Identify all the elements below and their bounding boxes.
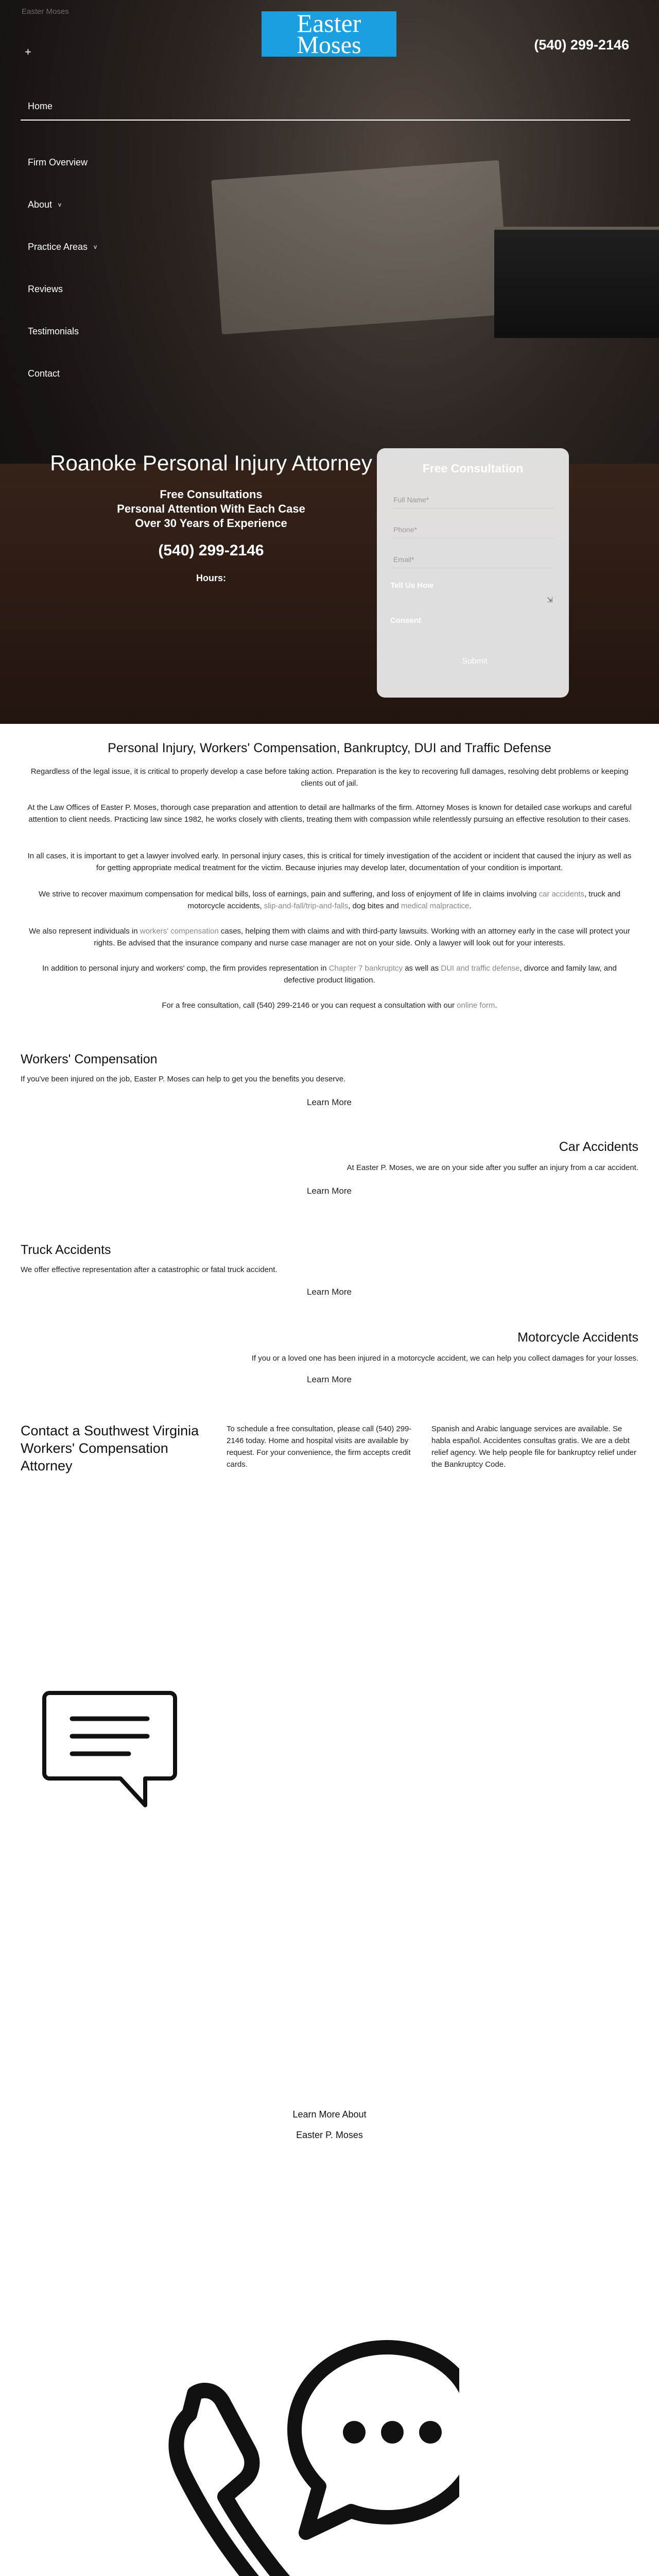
practice-area-desc-workers-comp: If you've been injured on the job, Easter P. Moses can help to get you the benefits you deserve. <box>21 1075 346 1083</box>
learn-more-motorcycle-accidents-link[interactable]: Learn More <box>307 1375 352 1384</box>
hero-sub-3: Over 30 Years of Experience <box>135 517 287 530</box>
phone-field[interactable] <box>392 521 554 538</box>
nav-item-testimonials[interactable]: Testimonials <box>28 326 79 336</box>
dui-traffic-link[interactable]: DUI and traffic defense <box>441 964 520 973</box>
nav-item-contact[interactable]: Contact <box>28 368 60 379</box>
practice-area-title-truck-accidents: Truck Accidents <box>21 1243 111 1257</box>
practice-area-desc-motorcycle-accidents: If you or a loved one has been injured in a motorcycle accident, we can help you collect damages for your losses. <box>251 1354 638 1363</box>
hero-title: Roanoke Personal Injury Attorney <box>50 451 372 475</box>
practice-area-desc-truck-accidents: We offer effective representation after a catastrophic or fatal truck accident. <box>21 1265 278 1274</box>
hero-section <box>0 0 659 724</box>
nav-item-practice-areas[interactable]: Practice Areas v <box>28 241 97 252</box>
logo-line-2: Moses <box>297 31 361 59</box>
intro-paragraph-3: In all cases, it is important to get a lawyer involved early. In personal injury cases, this is critical for timely investigation of the accident or incident that caused the injury as well as for getting appropriate medical treatment for the victim. Because injuries may develop later, documentation of your condition is important. <box>27 852 632 872</box>
practice-area-title-car-accidents: Car Accidents <box>559 1140 638 1154</box>
practice-area-title-workers-comp: Workers' Compensation <box>21 1052 158 1066</box>
hero-sub-2: Personal Attention With Each Case <box>117 502 305 515</box>
form-title: Free Consultation <box>422 462 524 475</box>
consent-label: Consent <box>390 616 421 625</box>
slip-and-fall-link[interactable]: slip-and-fall/trip-and-falls <box>264 902 349 910</box>
contact-column-1: To schedule a free consultation, please call (540) 299-2146 today. Home and hospital visits are available by request. For your convenience, the firm accepts credit cards. <box>227 1425 412 1469</box>
intro-title: Personal Injury, Workers' Compensation, Bankruptcy, DUI and Traffic Defense <box>108 741 551 755</box>
main-nav <box>21 98 630 395</box>
logo-line-1: Easter <box>297 9 361 38</box>
hero-hours-label: Hours: <box>196 573 226 583</box>
online-form-link[interactable]: online form <box>457 1001 495 1010</box>
practice-area-title-motorcycle-accidents: Motorcycle Accidents <box>517 1330 638 1345</box>
message-label: Tell Us How <box>390 581 433 590</box>
full-name-field[interactable] <box>392 492 554 509</box>
submit-button[interactable]: Submit <box>449 653 500 670</box>
nav-item-firm-overview[interactable]: Firm Overview <box>28 157 88 167</box>
phone-call-icon <box>150 2316 459 2576</box>
header-tagline: Easter Moses <box>22 7 69 16</box>
nav-item-home[interactable]: Home <box>21 98 630 121</box>
chat-bubble-icon <box>42 1691 177 1810</box>
learn-more-car-accidents-link[interactable]: Learn More <box>307 1186 352 1196</box>
car-accidents-link[interactable]: car accidents <box>539 890 584 899</box>
intro-paragraph-2: At the Law Offices of Easter P. Moses, thorough case preparation and attention to detail are hallmarks of the firm. Attorney Moses is known for detailed case workups and careful attention to client needs. Practicing law since 1982, he works closely with clients, treating them with compassion while relentlessly pursuing an effective resolution to their cases. <box>27 803 632 824</box>
nav-item-about[interactable]: About v <box>28 199 62 210</box>
learn-more-truck-accidents-link[interactable]: Learn More <box>307 1287 352 1297</box>
learn-more-workers-comp-link[interactable]: Learn More <box>307 1097 352 1107</box>
nav-item-reviews[interactable]: Reviews <box>28 283 63 294</box>
learn-more-about-line-2[interactable]: Easter P. Moses <box>296 2130 363 2140</box>
contact-section-title: Contact a Southwest Virginia Workers' Compensation Attorney <box>21 1423 199 1473</box>
learn-more-about-line-1[interactable]: Learn More About <box>292 2109 367 2120</box>
chevron-down-icon[interactable]: v <box>58 201 62 208</box>
intro-paragraph-4: We strive to recover maximum compensation for medical bills, loss of earnings, pain and suffering, and loss of enjoyment of life in claims involving car accidents, truck and motorcycle accidents, slip-and-fall/trip-and-falls, dog bites and medical malpractice. <box>39 890 620 910</box>
hero-sub-1: Free Consultations <box>160 488 263 501</box>
bankruptcy-link[interactable]: Chapter 7 bankruptcy <box>328 964 403 973</box>
practice-area-desc-car-accidents: At Easter P. Moses, we are on your side after you suffer an injury from a car accident. <box>346 1163 638 1172</box>
plus-icon[interactable]: + <box>25 45 31 58</box>
consultation-form <box>377 448 569 698</box>
intro-paragraph-7: For a free consultation, call (540) 299-2146 or you can request a consultation with our online form. <box>162 1001 497 1010</box>
message-field[interactable] <box>392 584 554 612</box>
resize-grip-icon[interactable]: ⇲ <box>547 596 553 604</box>
site-logo[interactable] <box>262 11 396 57</box>
hero-phone-link[interactable]: (540) 299-2146 <box>158 542 264 559</box>
hero-subheadings <box>15 487 407 531</box>
intro-paragraph-5: We also represent individuals in workers' compensation cases, helping them with claims and with third-party lawsuits. Working with an attorney early in the case will protect your rights. Be advised that the insurance company and nurse case manager are not on your side. Only a lawyer will look out for your interests. <box>29 927 630 947</box>
chevron-down-icon[interactable]: v <box>94 243 97 250</box>
workers-compensation-link[interactable]: workers' compensation <box>140 927 219 936</box>
medical-malpractice-link[interactable]: medical malpractice <box>401 902 470 910</box>
email-field[interactable] <box>392 551 554 568</box>
intro-paragraph-1: Regardless of the legal issue, it is critical to properly develop a case before taking action. Preparation is the key to recovering full damages, resolving debt problems or keeping clients out of jail. <box>30 767 629 788</box>
header-phone-link[interactable]: (540) 299-2146 <box>534 37 629 53</box>
contact-column-2: Spanish and Arabic language services are available. Se habla español. Accidentes consultas gratis. We are a debt relief agency. We help people file for bankruptcy relief under the Bankruptcy Code. <box>431 1425 637 1469</box>
intro-paragraph-6: In addition to personal injury and workers' comp, the firm provides representation in Chapter 7 bankruptcy as well as DUI and traffic defense, divorce and family law, and defective product litigation. <box>42 964 617 985</box>
